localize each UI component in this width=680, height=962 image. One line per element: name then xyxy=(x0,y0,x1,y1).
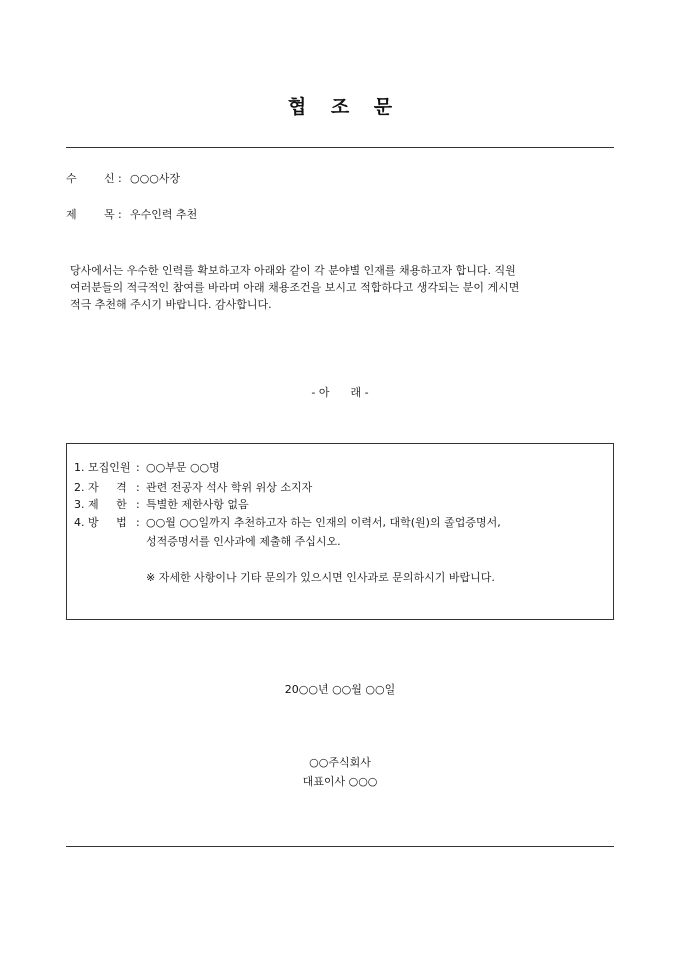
recipient-value: ○○○사장 xyxy=(130,172,181,185)
recipient-label-second: 신 xyxy=(104,172,115,185)
detail-item-value: 관련 전공자 석사 학위 위상 소지자 xyxy=(146,481,313,494)
company-name: ○○주식회사 xyxy=(309,756,371,769)
subject-colon: : xyxy=(118,208,122,221)
issue-date: 20○○년 ○○월 ○○일 xyxy=(284,683,396,696)
detail-item-label: 4. 방 법 xyxy=(74,516,127,529)
inquiry-note: ※ 자세한 사항이나 기타 문의가 있으시면 인사과로 문의하시기 바랍니다. xyxy=(146,571,495,584)
detail-item-label: 1. 모집인원 xyxy=(74,461,131,474)
representative-name: 대표이사 ○○○ xyxy=(302,775,378,788)
top-divider xyxy=(66,147,614,148)
bottom-divider xyxy=(66,846,614,847)
document-title: 협 조 문 xyxy=(287,96,402,118)
body-paragraph: 당사에서는 우수한 인력를 확보하고자 아래와 같이 각 분야별 인재를 채용하고자 합니다. 직원 여러분들의 적극적인 참여를 바라며 아래 채용조건을 보시고 적합하다고 생각되는 분이 게시면 적극 추천해 주시기 바랍니다. 감사합니다. xyxy=(70,264,520,311)
detail-continuation: 성적증명서를 인사과에 제출해 주십시오. xyxy=(146,535,341,548)
detail-item-label: 3. 제 한 xyxy=(74,498,127,511)
subject-value: 우수인력 추천 xyxy=(130,208,198,221)
recipient-colon: : xyxy=(118,172,122,185)
detail-item-colon: : xyxy=(136,481,140,494)
section-heading: - 아 래 - xyxy=(311,386,369,399)
subject-label-second: 목 xyxy=(104,208,115,221)
detail-item-label: 2. 자 격 xyxy=(74,481,127,494)
detail-item-colon: : xyxy=(136,498,140,511)
detail-item-colon: : xyxy=(136,516,140,529)
detail-item-value: 특별한 제한사항 없음 xyxy=(146,498,249,511)
recipient-label-first: 수 xyxy=(66,172,77,185)
subject-label-first: 제 xyxy=(66,208,77,221)
detail-item-colon: : xyxy=(136,461,140,474)
detail-item-value: ○○월 ○○일까지 추천하고자 하는 인재의 이력서, 대학(원)의 졸업증명서, xyxy=(146,516,501,529)
detail-item-value: ○○부문 ○○명 xyxy=(146,461,220,474)
